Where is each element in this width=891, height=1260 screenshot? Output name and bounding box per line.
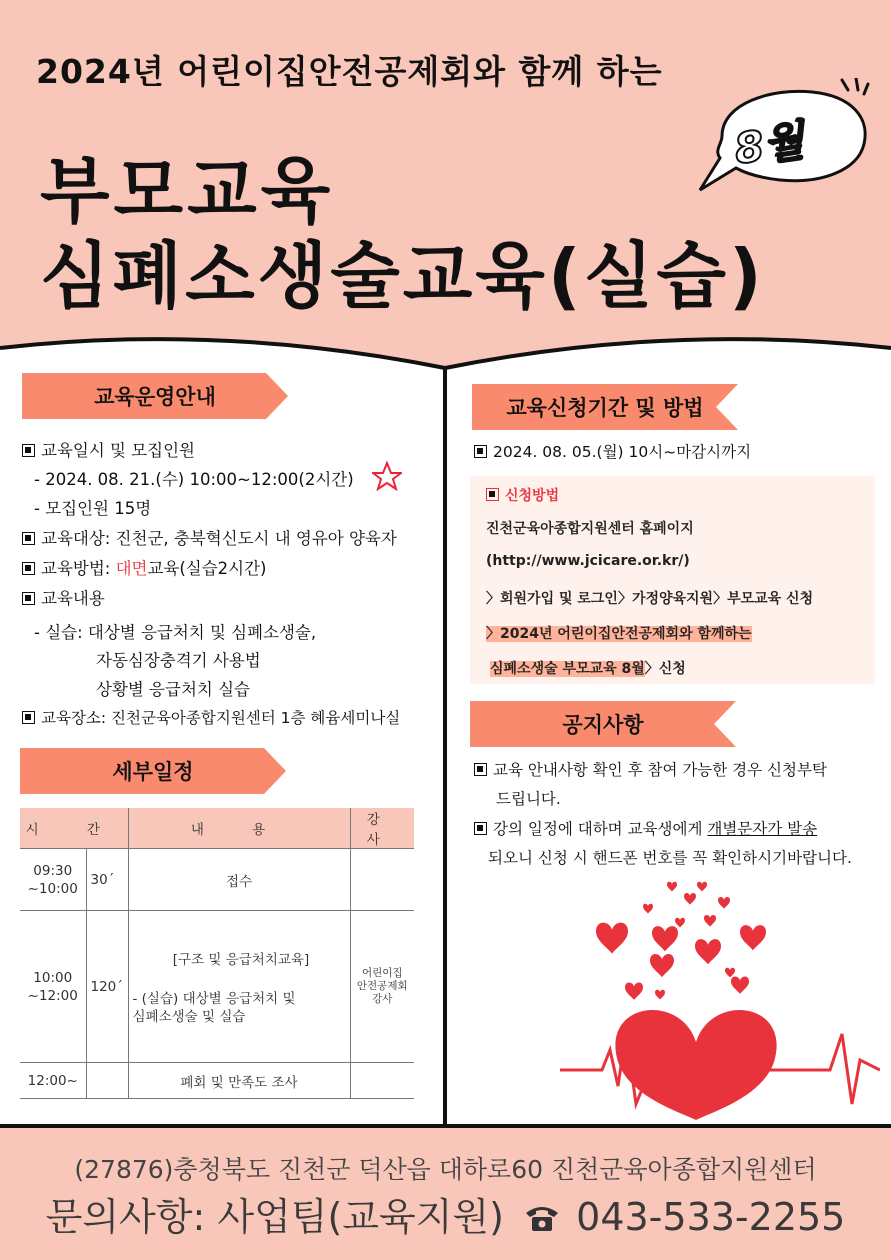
table-cell: 30´ xyxy=(86,849,128,911)
square-bullet-icon xyxy=(22,562,35,575)
table-header: 내 용 xyxy=(128,808,350,849)
month-badge: 8월 xyxy=(731,115,808,174)
table-cell xyxy=(86,1063,128,1099)
square-bullet-icon xyxy=(22,711,35,724)
list-item: 교육장소: 진천군육아종합지원센터 1층 혜윰세미나실 xyxy=(22,704,400,733)
list-item: 상황별 응급처치 실습 xyxy=(96,680,250,699)
method-line: (http://www.jcicare.or.kr/) xyxy=(486,553,690,569)
table-cell: 09:30 ~10:00 xyxy=(20,849,86,911)
table-row xyxy=(20,911,414,1063)
table-header: 강 사 xyxy=(350,808,414,849)
square-bullet-icon xyxy=(474,763,487,776)
notice-item-cont: 되오니 신청 시 핸드폰 번호를 꼭 확인하시기바랍니다. xyxy=(488,849,852,867)
table-cell xyxy=(350,849,414,911)
list-item: - 2024. 08. 21.(수) 10:00~12:00(2시간) xyxy=(34,465,354,494)
table-cell xyxy=(350,1063,414,1099)
section-title: 공지사항 xyxy=(562,713,644,737)
method-line: 진천군육아종합지원센터 홈페이지 xyxy=(486,521,694,537)
section-title-bar xyxy=(20,748,286,794)
method-label: 신청방법 xyxy=(486,485,559,505)
table-cell: 120´ xyxy=(86,911,128,1063)
table-cell: 폐회 및 만족도 조사 xyxy=(128,1063,350,1099)
section-title-bar xyxy=(472,384,738,430)
table-cell: 12:00~ xyxy=(20,1063,86,1099)
table-cell: 10:00 ~12:00 xyxy=(20,911,86,1063)
list-item: 교육방법: 대면교육(실습2시간) xyxy=(22,554,266,583)
highlight-text: 대면 xyxy=(115,559,148,578)
schedule-table xyxy=(20,808,414,1099)
footer-contact: 문의사항: 사업팀(교육지원) 043-533-2255 xyxy=(45,1195,846,1239)
table-header-row xyxy=(20,808,414,849)
notice-item: 강의 일정에 대하며 교육생에게 개별문자가 발송 xyxy=(474,815,817,843)
page-title-line2: 심폐소생술교육(실습) xyxy=(40,234,765,318)
list-item: 교육내용 xyxy=(22,584,105,613)
square-bullet-icon xyxy=(486,488,499,501)
square-bullet-icon xyxy=(22,592,35,605)
square-bullet-icon xyxy=(22,532,35,545)
content-title: [구조 및 응급처치교육] xyxy=(172,951,310,968)
section-title-bar xyxy=(22,373,288,419)
square-bullet-icon xyxy=(474,822,487,835)
section-title: 교육운영안내 xyxy=(94,385,216,409)
star-icon xyxy=(372,461,402,491)
method-line: 〉2024년 어린이집안전공제회와 함께하는 xyxy=(486,626,752,642)
square-bullet-icon xyxy=(474,445,487,458)
section-title-bar xyxy=(470,701,736,747)
square-bullet-icon xyxy=(22,444,35,457)
page-title-line1: 부모교육 xyxy=(40,149,335,233)
table-cell xyxy=(128,911,350,1063)
table-cell: 어린이집 안전공제회 강사 xyxy=(350,911,414,1063)
footer-address: (27876)충청북도 진천군 덕산읍 대하로60 진천군육아종합지원센터 xyxy=(74,1155,817,1184)
list-item: - 실습: 대상별 응급처치 및 심폐소생술, xyxy=(34,623,317,642)
notice-item: 교육 안내사항 확인 후 참여 가능한 경우 신청부탁 xyxy=(474,756,827,784)
table-row xyxy=(20,849,414,911)
notice-item-cont: 드립니다. xyxy=(496,790,561,808)
table-header: 시 간 xyxy=(20,808,128,849)
list-item: 교육일시 및 모집인원 xyxy=(22,436,195,465)
method-line: 심폐소생술 부모교육 8월〉신청 xyxy=(490,661,686,677)
underlined-text: 개별문자가 발송 xyxy=(707,820,818,838)
list-item: 2024. 08. 05.(월) 10시~마감시까지 xyxy=(474,438,751,466)
section-title: 세부일정 xyxy=(112,760,194,784)
list-item: 교육대상: 진천군, 충북혁신도시 내 영유아 양육자 xyxy=(22,524,397,553)
content-text: - (실습) 대상별 응급처치 및 심폐소생술 및 실습 xyxy=(132,990,296,1025)
table-cell: 접수 xyxy=(128,849,350,911)
phone-icon xyxy=(524,1203,560,1233)
list-item: 자동심장충격기 사용법 xyxy=(96,651,261,670)
header-subtitle: 2024년 어린이집안전공제회와 함께 하는 xyxy=(36,52,663,91)
apply-method-box xyxy=(470,476,875,684)
hearts-heartbeat-illustration xyxy=(560,872,880,1122)
table-row xyxy=(20,1063,414,1099)
method-line: 〉회원가입 및 로그인〉가정양육지원〉부모교육 신청 xyxy=(486,591,814,607)
section-title: 교육신청기간 및 방법 xyxy=(506,396,704,420)
list-item: - 모집인원 15명 xyxy=(34,499,152,518)
